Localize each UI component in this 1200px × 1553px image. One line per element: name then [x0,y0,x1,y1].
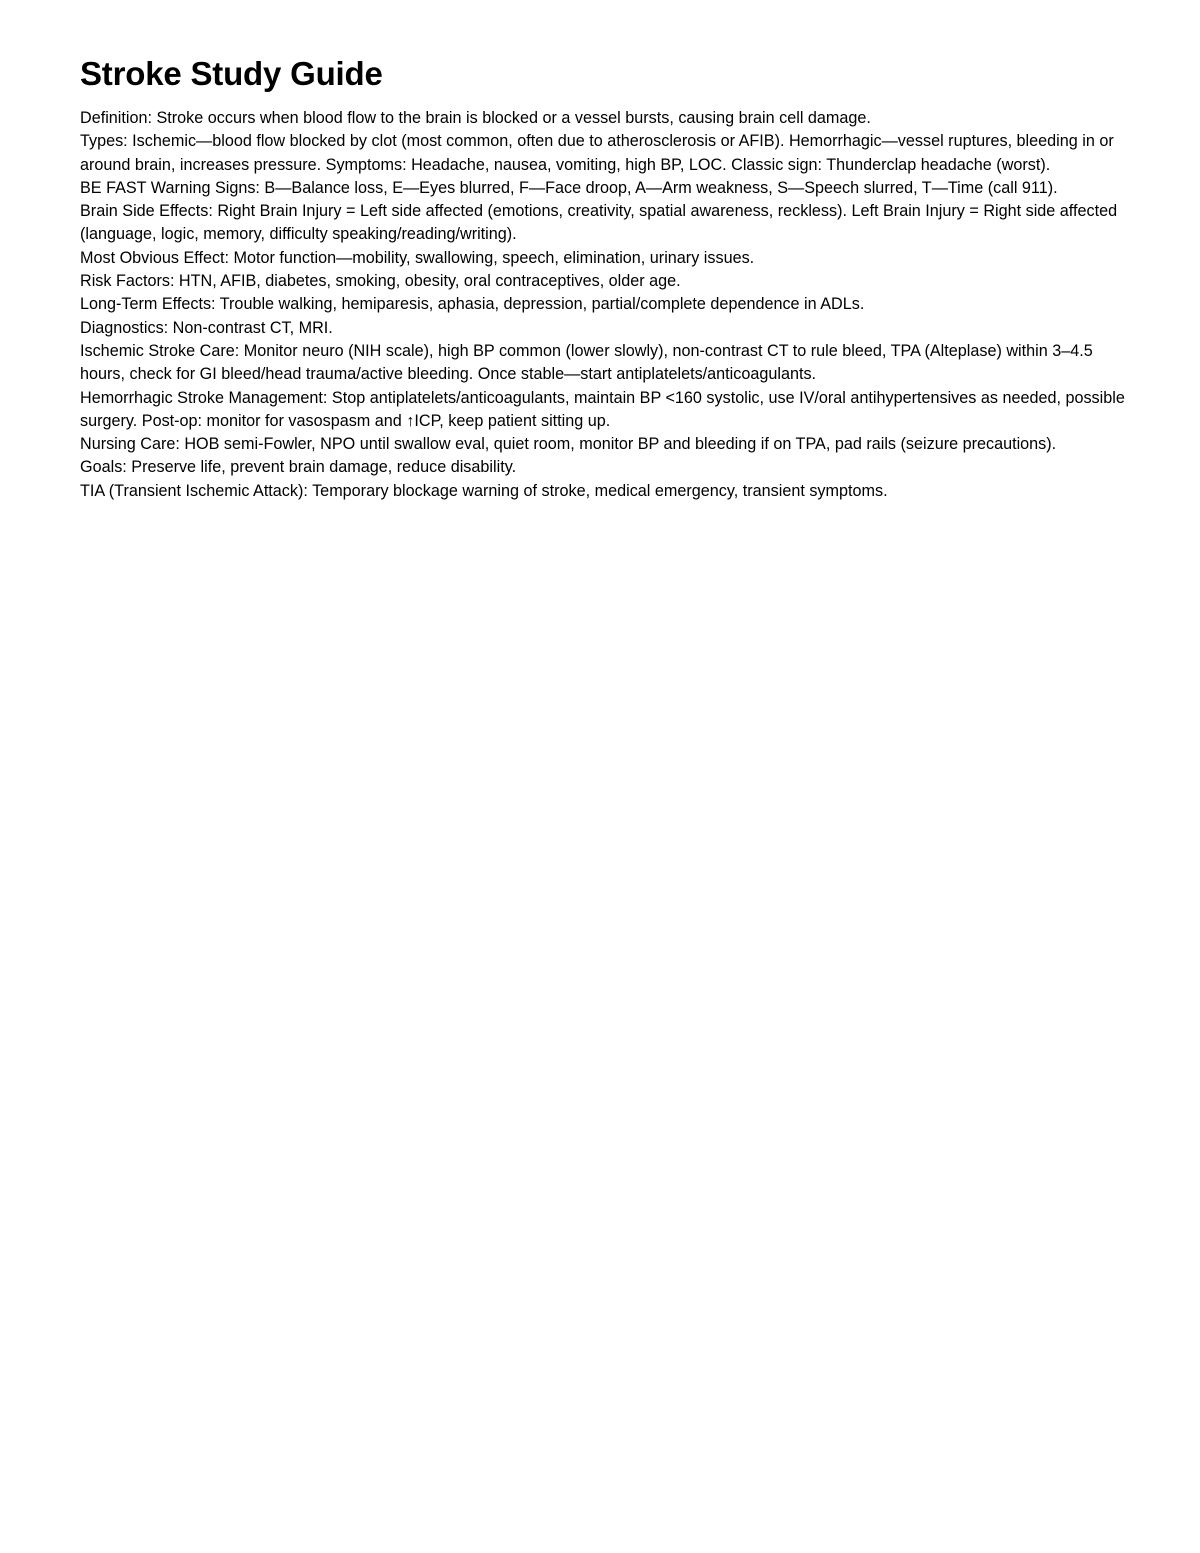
page-title: Stroke Study Guide [80,55,383,92]
paragraph-diagnostics: Diagnostics: Non-contrast CT, MRI. [80,318,333,337]
paragraph-types: Types: Ischemic—blood flow blocked by clot (most common, often due to atherosclerosis or AFIB). Hemorrhagic—vessel ruptures, bleeding in or around brain, increases pressure. Symptoms: Headache, nausea, vomiting, high BP, LOC. Classic sign: Thunderclap headache (worst). [80,132,1114,174]
document-body [80,107,1125,503]
paragraph-be-fast: BE FAST Warning Signs: B—Balance loss, E—Eyes blurred, F—Face droop, A—Arm weakness, S—Speech slurred, T—Time (call 911). [80,178,1058,197]
paragraph-most-obvious-effect: Most Obvious Effect: Motor function—mobility, swallowing, speech, elimination, urinary issues. [80,248,755,267]
paragraph-long-term-effects: Long-Term Effects: Trouble walking, hemiparesis, aphasia, depression, partial/complete dependence in ADLs. [80,295,865,314]
paragraph-definition: Definition: Stroke occurs when blood flow to the brain is blocked or a vessel bursts, causing brain cell damage. [80,109,871,127]
paragraph-ischemic-care: Ischemic Stroke Care: Monitor neuro (NIH scale), high BP common (lower slowly), non-contrast CT to rule bleed, TPA (Alteplase) within 3–4.5 hours, check for GI bleed/head trauma/active bleeding. Once stable—start antiplatelets/anticoagulants. [80,341,1093,384]
paragraph-hemorrhagic-management: Hemorrhagic Stroke Management: Stop antiplatelets/anticoagulants, maintain BP <160 systolic, use IV/oral antihypertensives as needed, possible surgery. Post-op: monitor for vasospasm and ↑ICP, keep patient sitting up. [80,388,1125,430]
paragraph-brain-side-effects: Brain Side Effects: Right Brain Injury = Left side affected (emotions, creativity, spatial awareness, reckless). Left Brain Injury = Right side affected (language, logic, memory, difficulty speaking/reading/writing). [80,202,1118,244]
paragraph-tia: TIA (Transient Ischemic Attack): Temporary blockage warning of stroke, medical emergency, transient symptoms. [80,481,888,500]
paragraph-risk-factors: Risk Factors: HTN, AFIB, diabetes, smoking, obesity, oral contraceptives, older age. [80,272,681,291]
paragraph-goals: Goals: Preserve life, prevent brain damage, reduce disability. [80,458,517,477]
paragraph-nursing-care: Nursing Care: HOB semi-Fowler, NPO until swallow eval, quiet room, monitor BP and bleeding if on TPA, pad rails (seizure precautions). [80,435,1057,454]
